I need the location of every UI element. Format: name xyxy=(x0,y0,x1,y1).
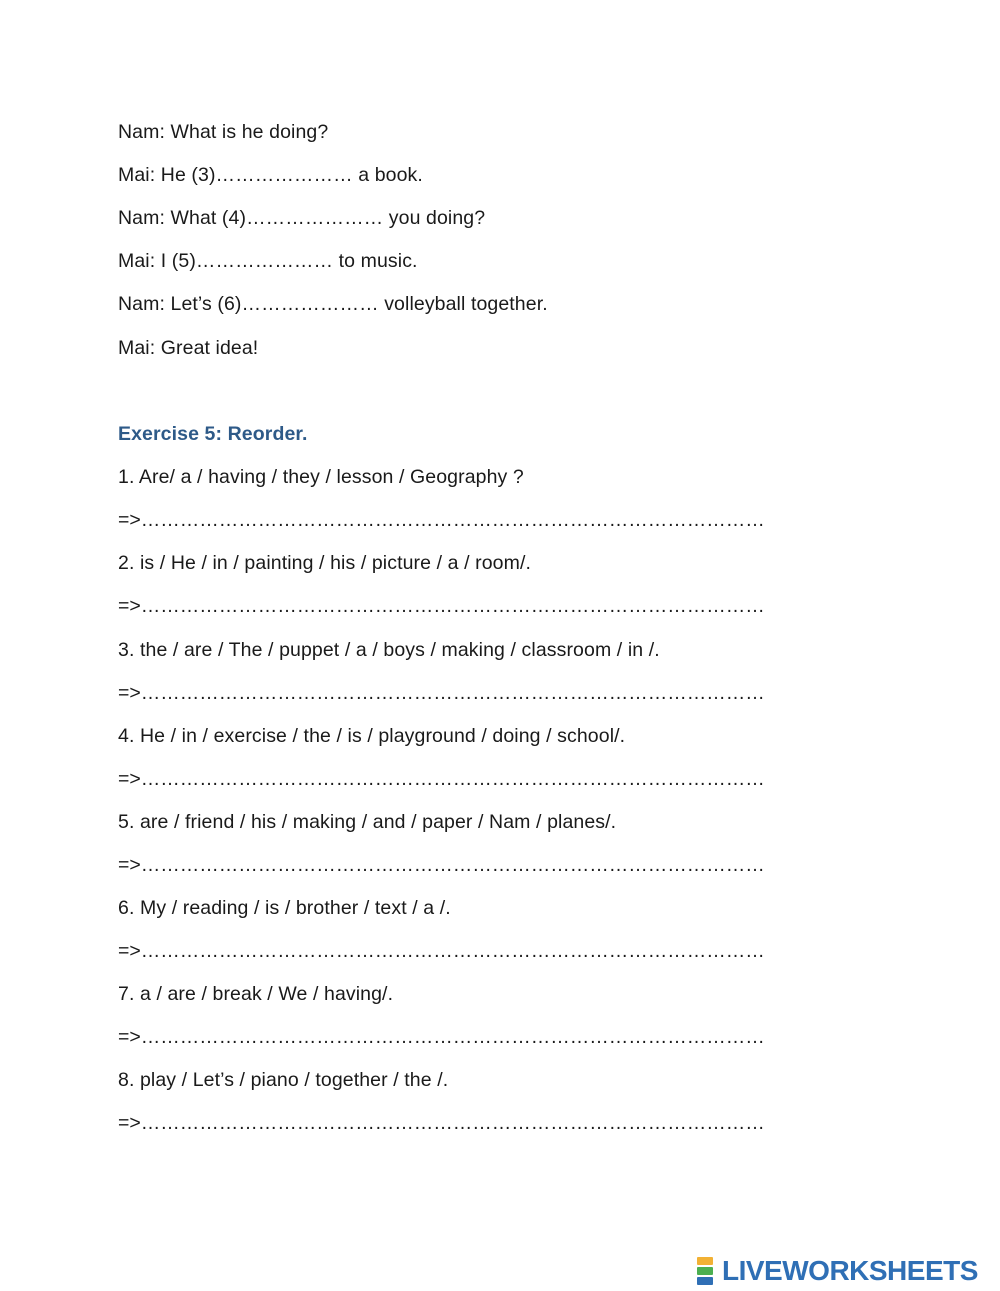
reorder-item-8: 8. play / Let’s / piano / together / the /. xyxy=(118,1069,449,1091)
answer-line-8[interactable]: =>…………………………………………………………………………………… xyxy=(118,1112,765,1134)
answer-line-5[interactable]: =>…………………………………………………………………………………… xyxy=(118,854,765,876)
liveworksheets-logo-text: LIVEWORKSHEETS xyxy=(722,1255,978,1286)
answer-line-2[interactable]: =>…………………………………………………………………………………… xyxy=(118,595,765,617)
reorder-item-4: 4. He / in / exercise / the / is / playground / doing / school/. xyxy=(118,725,626,747)
dialogue-line-4: Mai: I (5)………………… to music. xyxy=(118,250,418,272)
logo-icon-bar-1 xyxy=(697,1257,713,1265)
answer-line-7[interactable]: =>…………………………………………………………………………………… xyxy=(118,1026,765,1048)
reorder-item-5: 5. are / friend / his / making / and / paper / Nam / planes/. xyxy=(118,811,617,833)
reorder-item-3: 3. the / are / The / puppet / a / boys / making / classroom / in /. xyxy=(118,639,660,661)
liveworksheets-logo-icon xyxy=(697,1256,719,1286)
dialogue-line-2: Mai: He (3)………………… a book. xyxy=(118,164,423,186)
reorder-item-7: 7. a / are / break / We / having/. xyxy=(118,983,394,1005)
dialogue-line-6: Mai: Great idea! xyxy=(118,337,259,359)
reorder-item-2: 2. is / He / in / painting / his / picture / a / room/. xyxy=(118,552,532,574)
answer-line-3[interactable]: =>…………………………………………………………………………………… xyxy=(118,682,765,704)
reorder-item-1: 1. Are/ a / having / they / lesson / Geography ? xyxy=(118,466,524,488)
answer-line-4[interactable]: =>…………………………………………………………………………………… xyxy=(118,768,765,790)
liveworksheets-logo xyxy=(697,1254,978,1288)
logo-icon-bar-3 xyxy=(697,1277,713,1285)
reorder-item-6: 6. My / reading / is / brother / text / a /. xyxy=(118,897,451,919)
logo-icon-bar-2 xyxy=(697,1267,713,1275)
dialogue-line-1: Nam: What is he doing? xyxy=(118,121,329,143)
exercise-5-heading: Exercise 5: Reorder. xyxy=(118,423,308,445)
dialogue-line-3: Nam: What (4)………………… you doing? xyxy=(118,207,486,229)
answer-line-1[interactable]: =>…………………………………………………………………………………… xyxy=(118,509,765,531)
dialogue-line-5: Nam: Let’s (6)………………… volleyball together. xyxy=(118,293,548,315)
answer-line-6[interactable]: =>…………………………………………………………………………………… xyxy=(118,940,765,962)
